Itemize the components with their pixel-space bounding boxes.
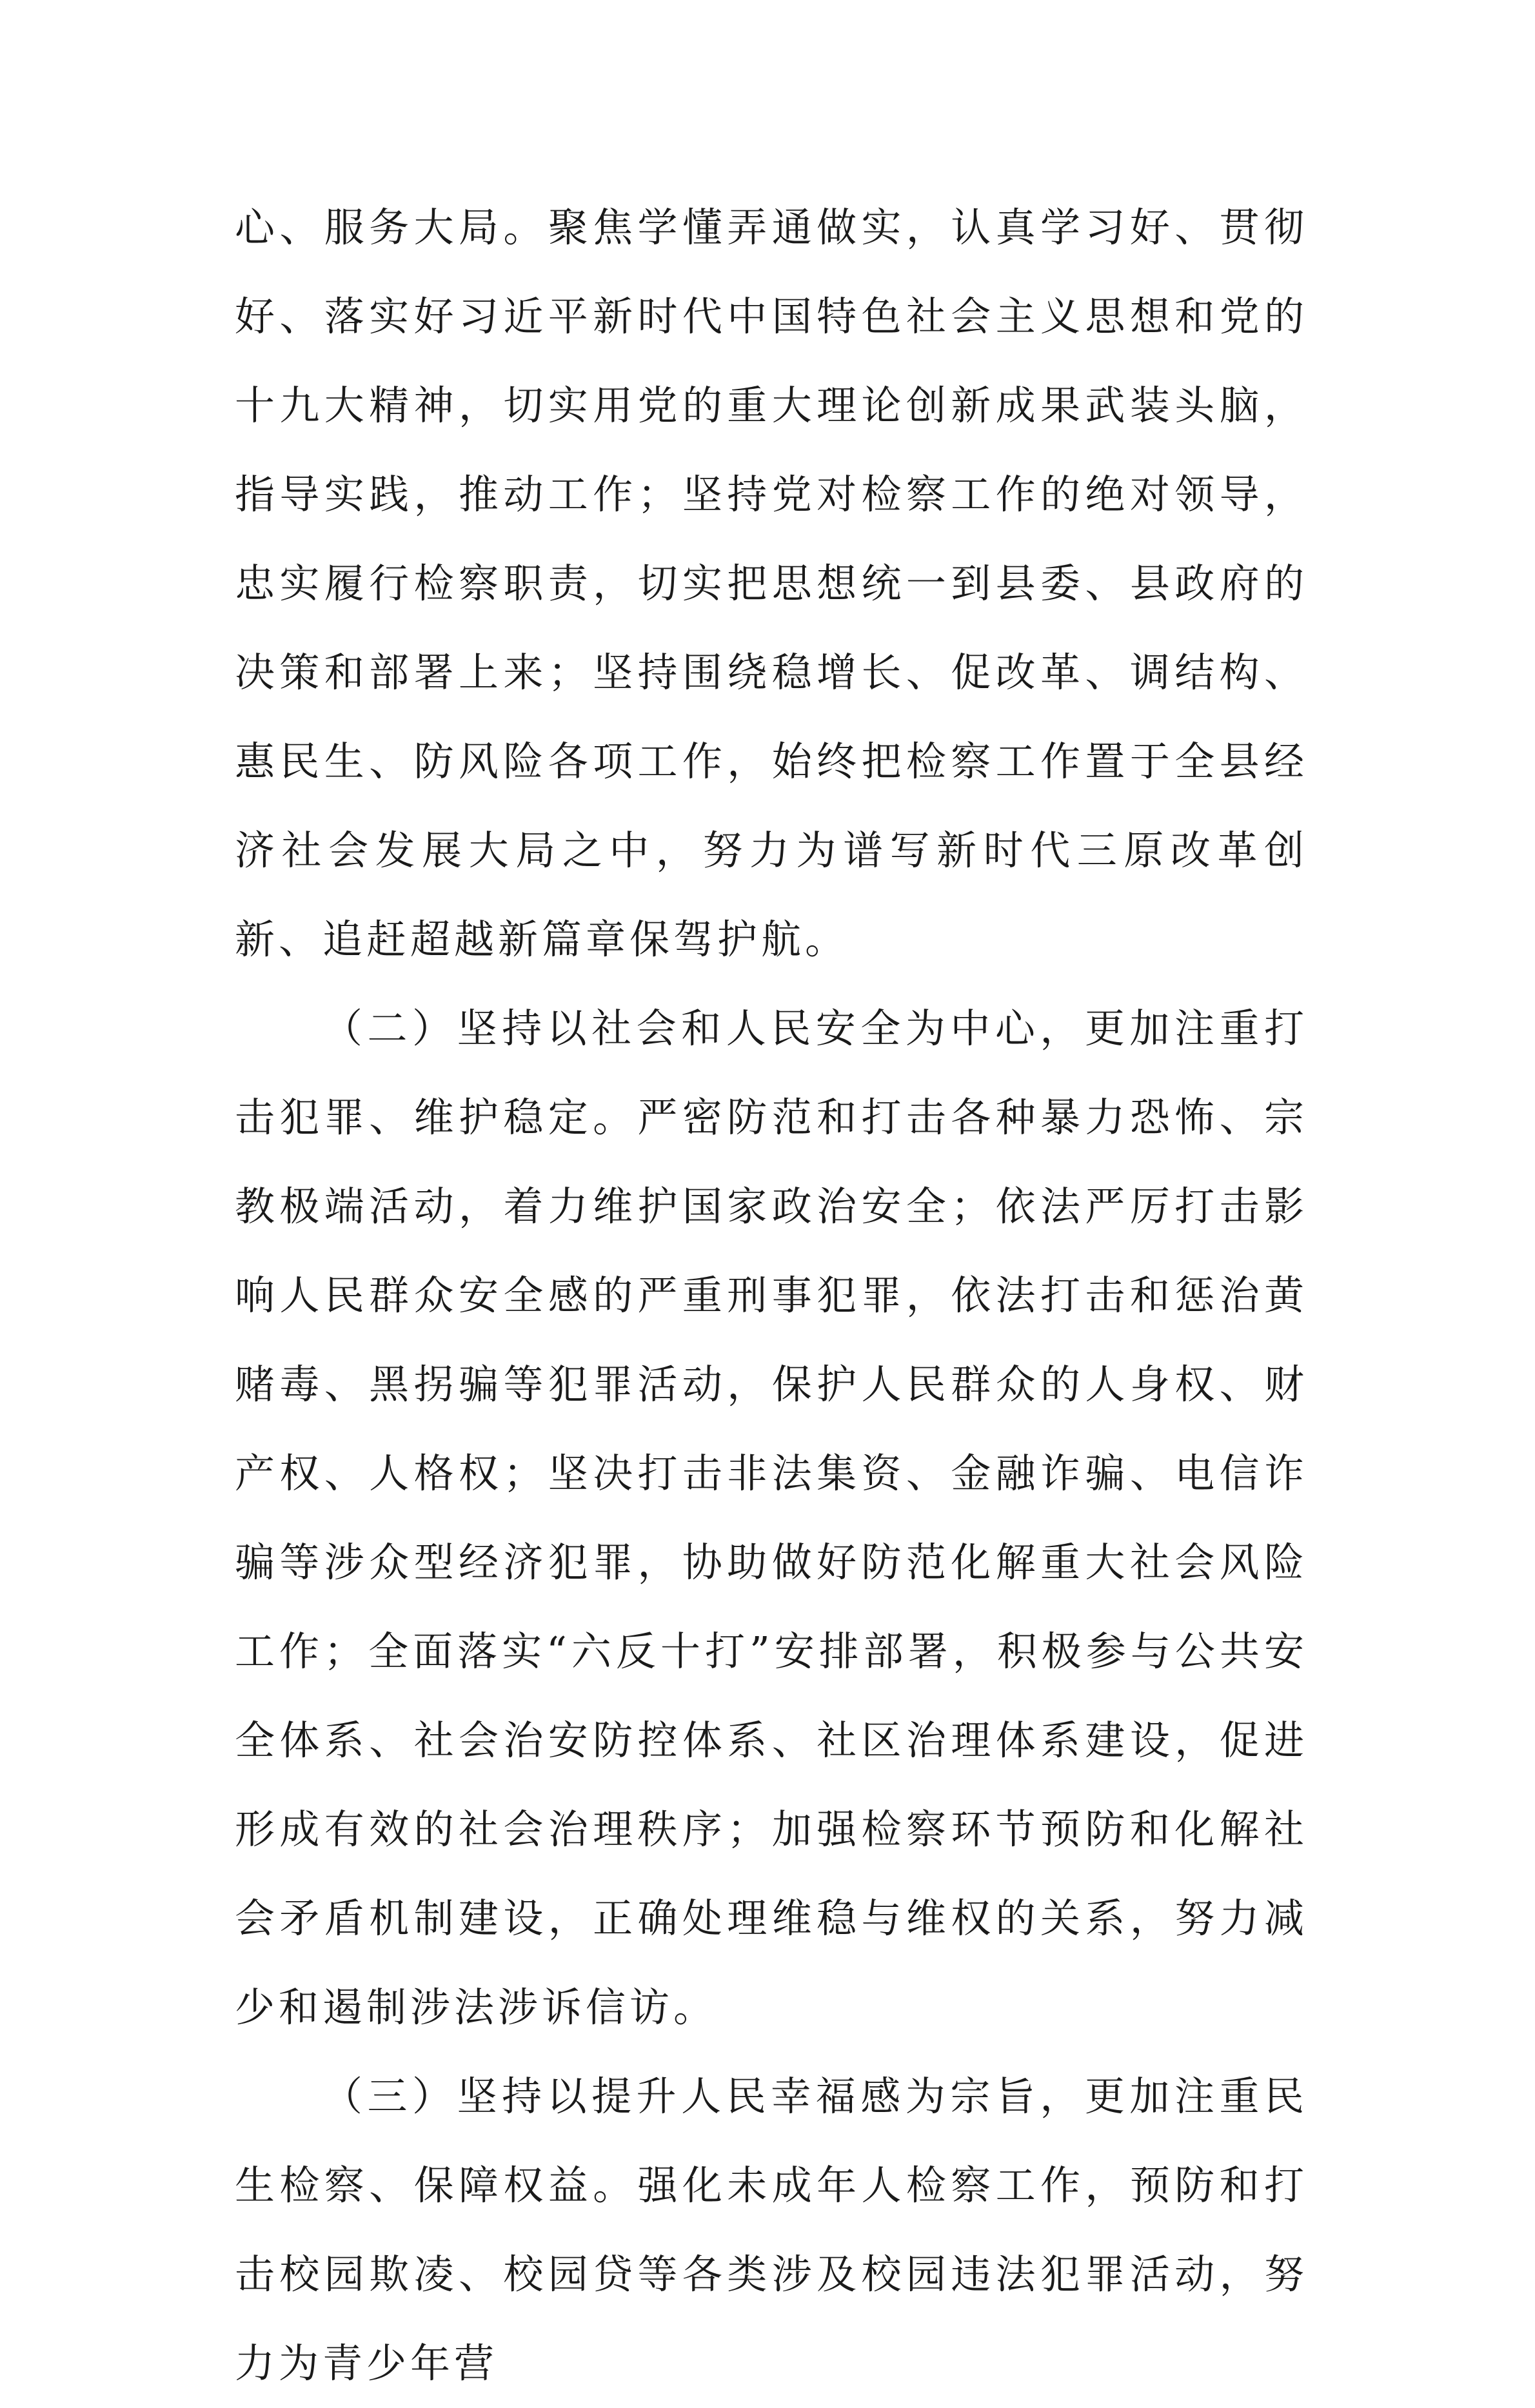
paragraph-1: 心、服务大局。聚焦学懂弄通做实，认真学习好、贯彻好、落实好习近平新时代中国特色社会主义思想和党的十九大精神，切实用党的重大理论创新成果武装头脑，指导实践，推动工作；坚持党对检察工作的绝对领导，忠实履行检察职责，切实把思想统一到县委、县政府的决策和部署上来；坚持围绕稳增长、促改革、调结构、惠民生、防风险各项工作，始终把检察工作置于全县经济社会发展大局之中，努力为谱写新时代三原改革创新、追赶超越新篇章保驾护航。 <box>235 204 1308 963</box>
paragraph-2: （二）坚持以社会和人民安全为中心，更加注重打击犯罪、维护稳定。严密防范和打击各种暴力恐怖、宗教极端活动，着力维护国家政治安全；依法严厉打击影响人民群众安全感的严重刑事犯罪，依法打击和惩治黄赌毒、黑拐骗等犯罪活动，保护人民群众的人身权、财产权、人格权；坚决打击非法集资、金融诈骗、电信诈骗等涉众型经济犯罪，协助做好防范化解重大社会风险工作；全面落实“六反十打”安排部署，积极参与公共安全体系、社会治安防控体系、社区治理体系建设，促进形成有效的社会治理秩序；加强检察环节预防和化解社会矛盾机制建设，正确处理维稳与维权的关系，努力减少和遏制涉法涉诉信访。 <box>235 1005 1308 2031</box>
document-body <box>235 183 1308 2408</box>
paragraph-3: （三）坚持以提升人民幸福感为宗旨，更加注重民生检察、保障权益。强化未成年人检察工作，预防和打击校园欺凌、校园贷等各类涉及校园违法犯罪活动，努力为青少年营 <box>235 2073 1308 2387</box>
